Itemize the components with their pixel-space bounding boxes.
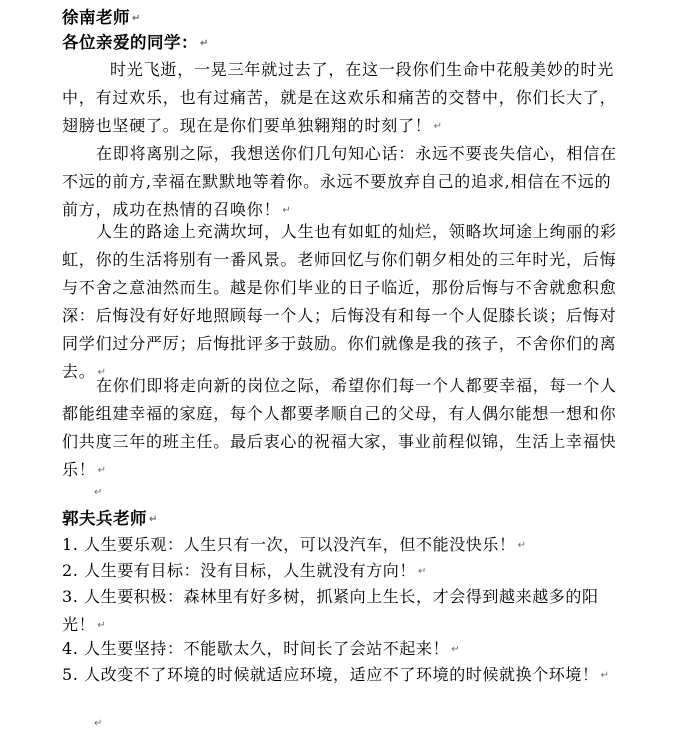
list-item-2: 2. 人生要有目标：没有目标，人生就没有方向！ ↵	[62, 561, 427, 580]
paragraph-mark-icon: ↵	[451, 643, 461, 655]
paragraph-2: 在即将离别之际，我想送你们几句知心话：永远不要丧失信心，相信在不远的前方,幸福在默默地等着你。永远不要放弃自己的追求,相信在不远的前方，成功在热情的召唤你！ ↵	[62, 144, 617, 219]
paragraph-mark-icon: ↵	[433, 120, 443, 132]
paragraph-mark-icon: ↵	[200, 37, 209, 49]
paragraph-1: 时光飞逝，一晃三年就过去了，在这一段你们生命中花般美妙的时光中，有过欢乐，也有过痛苦，就是在这欢乐和痛苦的交替中，你们长大了，翅膀也坚硬了。现在是你们要单独翱翔的时刻了！ ↵	[62, 60, 617, 135]
paragraph-mark-icon: ↵	[132, 12, 141, 24]
paragraph-mark-icon: ↵	[97, 366, 107, 378]
paragraph-mark-icon: ↵	[282, 204, 292, 216]
paragraph-mark-icon: ↵	[600, 669, 610, 681]
paragraph-mark-icon: ↵	[94, 487, 103, 498]
list-item-5: 5. 人改变不了环境的时候就适应环境，适应不了环境的时候就换个环境！ ↵	[62, 665, 610, 684]
list-item-1: 1. 人生要乐观：人生只有一次，可以没汽车，但不能没快乐！ ↵	[62, 535, 527, 554]
paragraph-mark-icon: ↵	[97, 619, 107, 631]
paragraph-mark-icon: ↵	[97, 464, 107, 476]
section2-title: 郭夫兵老师 ↵	[62, 509, 158, 528]
paragraph-4: 在你们即将走向新的岗位之际，希望你们每一个人都要幸福，每一个人都能组建幸福的家庭，每个人都要孝顺自己的父母，有人偶尔能想一想和你们共度三年的班主任。最后衷心的祝福大家，事业前程似锦，生活上幸福快乐！ ↵	[62, 376, 617, 479]
paragraph-mark-icon: ↵	[418, 565, 427, 577]
list-item-3: 3. 人生要积极：森林里有好多树，抓紧向上生长，才会得到越来越多的阳光！ ↵	[62, 587, 599, 634]
paragraph-mark-icon: ↵	[517, 539, 527, 551]
paragraph-mark-icon: ↵	[94, 718, 103, 729]
greeting: 各位亲爱的同学： ↵	[62, 33, 209, 52]
paragraph-3: 人生的路途上充满坎坷，人生也有如虹的灿烂，领略坎坷途上绚丽的彩虹，你的生活将别有一番风景。老师回忆与你们朝夕相处的三年时光，后悔与不舍之意油然而生。越是你们毕业的日子临近，那份后悔与不舍就愈积愈深：后悔没有好好地照顾每一个人；后悔没有和每一个人促膝长谈；后悔对同学们过分严厉；后悔批评多于鼓励。你们就像是我的孩子，不舍你们的离去。 ↵	[62, 222, 617, 381]
section1-title: 徐南老师 ↵	[62, 8, 141, 27]
list-item-4: 4. 人生要坚持：不能歇太久，时间长了会站不起来！ ↵	[62, 639, 461, 658]
paragraph-mark-icon: ↵	[149, 513, 158, 525]
